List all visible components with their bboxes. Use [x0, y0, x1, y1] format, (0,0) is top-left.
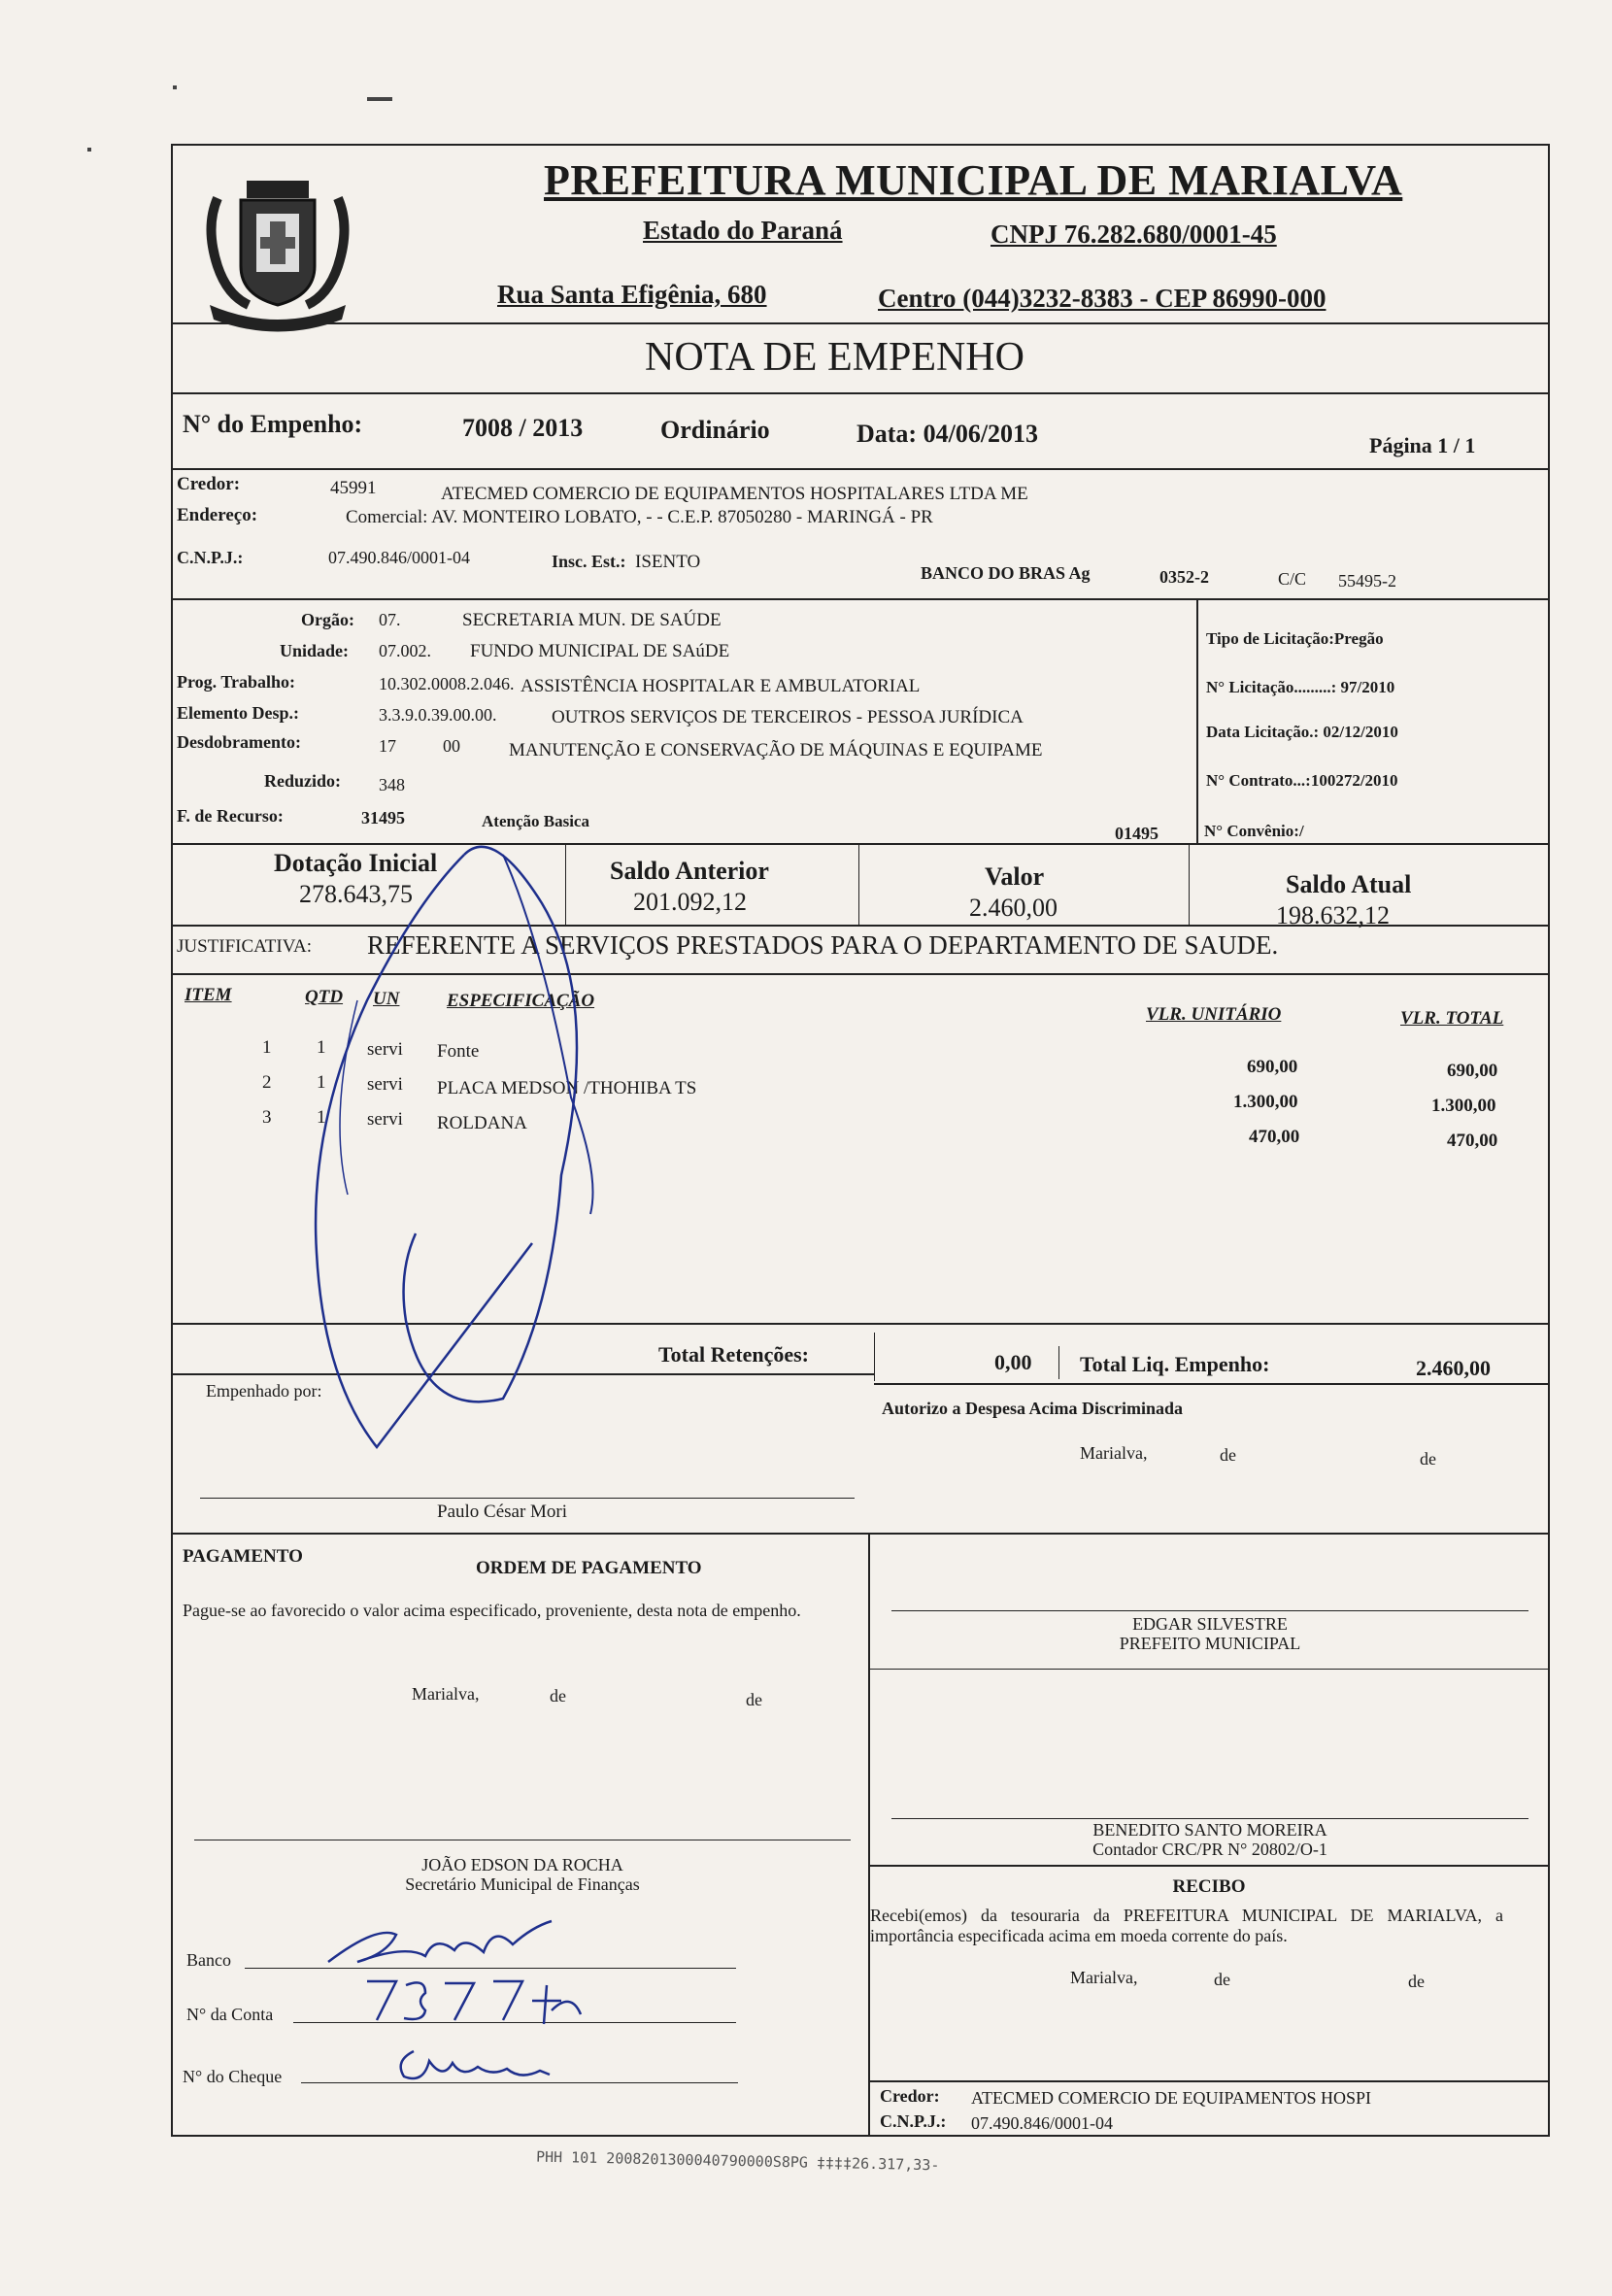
col-valor-total: VLR. TOTAL	[1400, 1008, 1504, 1029]
banco-label: Banco	[186, 1950, 231, 1970]
endereco-label: Endereço:	[177, 505, 258, 525]
pagamento-texto: Pague-se ao favorecido o valor acima especificado, proveniente, desta nota de empenho.	[183, 1601, 801, 1620]
item-especificacao: Fonte	[437, 1041, 480, 1062]
orgao-value: SECRETARIA MUN. DE SAÚDE	[462, 610, 722, 630]
valor-label: Valor	[985, 862, 1045, 891]
recibo-credor: ATECMED COMERCIO DE EQUIPAMENTOS HOSPI	[971, 2088, 1372, 2108]
pagamento-label: PAGAMENTO	[183, 1546, 303, 1567]
desdobramento-code: 17	[379, 736, 396, 756]
recibo-cnpj-label: C.N.P.J.:	[880, 2111, 947, 2131]
empenhado-por-label: Empenhado por:	[206, 1381, 322, 1401]
nota-de-empenho-form	[171, 144, 1550, 2137]
item-valor-unitario: 1.300,00	[1233, 1092, 1298, 1112]
recibo-cnpj: 07.490.846/0001-04	[971, 2113, 1113, 2133]
prefeito-nome: EDGAR SILVESTRE	[1132, 1614, 1288, 1634]
cc-label: C/C	[1278, 569, 1307, 589]
unidade-code: 07.002.	[379, 641, 431, 660]
unidade-value: FUNDO MUNICIPAL DE SAúDE	[470, 641, 730, 661]
banco-label: BANCO DO BRAS Ag	[921, 563, 1091, 583]
agencia-value: 0352-2	[1159, 567, 1209, 587]
autorizo-de-1: de	[1220, 1445, 1236, 1465]
item-qtd: 1	[317, 1037, 326, 1058]
recibo-de-2: de	[1408, 1972, 1425, 1991]
numero-licitacao: N° Licitação.........: 97/2010	[1206, 678, 1395, 696]
recibo-credor-label: Credor:	[880, 2086, 940, 2106]
credor-name: ATECMED COMERCIO DE EQUIPAMENTOS HOSPITALARES LTDA ME	[441, 484, 1028, 504]
recibo-label: RECIBO	[1172, 1876, 1246, 1897]
endereco-value: Comercial: AV. MONTEIRO LOBATO, - - C.E.P. 87050280 - MARINGÁ - PR	[346, 507, 933, 527]
cnpj-header: CNPJ 76.282.680/0001-45	[991, 219, 1277, 249]
desdobramento-value: MANUTENÇÃO E CONSERVAÇÃO DE MÁQUINAS E EQUIPAME	[509, 740, 1043, 760]
credor-cnpj: 07.490.846/0001-04	[328, 548, 470, 567]
recurso-code: 31495	[361, 808, 405, 827]
estado-label: Estado do Paraná	[643, 216, 843, 245]
pagamento-local: Marialva,	[412, 1684, 480, 1704]
prefeito-cargo: PREFEITO MUNICIPAL	[1119, 1634, 1301, 1653]
pagamento-de-1: de	[550, 1686, 566, 1705]
orgao-label: Orgão:	[301, 610, 354, 629]
item-un: servi	[367, 1039, 403, 1060]
street-address: Rua Santa Efigênia, 680	[497, 280, 767, 309]
address-contact: Centro (044)3232-8383 - CEP 86990-000	[878, 284, 1327, 313]
saldo-atual-label: Saldo Atual	[1286, 870, 1412, 898]
numero-contrato: N° Contrato...:100272/2010	[1206, 771, 1398, 790]
scan-speck	[87, 148, 91, 152]
item-number: 2	[262, 1072, 272, 1093]
empenho-label: N° do Empenho:	[183, 410, 363, 438]
secretario-nome: JOÃO EDSON DA ROCHA	[421, 1855, 623, 1874]
reduzido-label: Reduzido:	[264, 771, 342, 791]
item-number: 3	[262, 1107, 272, 1128]
bank-auth-stamp: PHH 101 2008201300040790000S8PG ‡‡‡‡26.317,33-	[535, 2147, 940, 2175]
scan-speck	[173, 85, 177, 89]
conta-label: N° da Conta	[186, 2005, 274, 2024]
col-item: ITEM	[185, 985, 232, 1005]
ordem-pagamento: ORDEM DE PAGAMENTO	[476, 1558, 702, 1578]
rubric-signature	[173, 146, 1548, 2135]
contador-nome: BENEDITO SANTO MOREIRA	[1092, 1820, 1327, 1840]
page-indicator: Página 1 / 1	[1369, 433, 1476, 457]
data-licitacao: Data Licitação.: 02/12/2010	[1206, 723, 1398, 741]
banco-handwriting	[319, 1915, 571, 1974]
justificativa-text: REFERENTE A SERVIÇOS PRESTADOS PARA O DEPARTAMENTO DE SAUDE.	[367, 930, 1279, 960]
empenho-date: Data: 04/06/2013	[856, 420, 1039, 448]
elemento-label: Elemento Desp.:	[177, 703, 299, 723]
item-valor-unitario: 690,00	[1247, 1057, 1298, 1077]
item-valor-total: 1.300,00	[1431, 1096, 1496, 1116]
item-un: servi	[367, 1109, 403, 1130]
item-valor-unitario: 470,00	[1249, 1127, 1300, 1147]
numero-convenio: N° Convênio:/	[1204, 822, 1304, 840]
total-liquido-value: 2.460,00	[1416, 1356, 1491, 1380]
credor-label: Credor:	[177, 474, 241, 494]
insc-value: ISENTO	[635, 552, 701, 572]
document-title: NOTA DE EMPENHO	[645, 335, 1024, 380]
insc-label: Insc. Est.:	[552, 552, 626, 571]
empenho-type: Ordinário	[660, 416, 770, 444]
item-especificacao: ROLDANA	[437, 1113, 527, 1133]
recibo-texto: Recebi(emos) da tesouraria da PREFEITURA MUNICIPAL DE MARIALVA, a importância especificada acima em moeda corrente do país.	[870, 1906, 1503, 1945]
secretario-cargo: Secretário Municipal de Finanças	[405, 1874, 640, 1894]
reduzido-value: 348	[379, 775, 405, 794]
justificativa-label: JUSTIFICATIVA:	[177, 936, 313, 957]
item-qtd: 1	[317, 1072, 326, 1093]
cheque-handwriting	[385, 2042, 579, 2090]
empenhado-nome: Paulo César Mori	[437, 1502, 568, 1522]
elemento-value: OUTROS SERVIÇOS DE TERCEIROS - PESSOA JURÍDICA	[552, 707, 1024, 727]
elemento-code: 3.3.9.0.39.00.00.	[379, 705, 497, 725]
col-qtd: QTD	[305, 987, 344, 1007]
cheque-label: N° do Cheque	[183, 2067, 283, 2086]
total-retencoes-label: Total Retenções:	[658, 1342, 809, 1367]
prog-value: ASSISTÊNCIA HOSPITALAR E AMBULATORIAL	[521, 676, 921, 696]
item-valor-total: 470,00	[1447, 1131, 1498, 1151]
recibo-de-1: de	[1214, 1970, 1230, 1989]
prog-code: 10.302.0008.2.046.	[379, 674, 515, 693]
item-valor-total: 690,00	[1447, 1061, 1498, 1081]
cc-value: 55495-2	[1338, 571, 1396, 591]
recurso-label: F. de Recurso:	[177, 806, 284, 826]
pagamento-de-2: de	[746, 1690, 762, 1709]
prog-label: Prog. Trabalho:	[177, 672, 296, 692]
item-especificacao: PLACA MEDSON /THOHIBA TS	[437, 1078, 697, 1098]
recurso-value: Atenção Basica	[482, 812, 589, 830]
item-number: 1	[262, 1037, 272, 1058]
empenho-number: 7008 / 2013	[462, 414, 584, 442]
total-retencoes-value: 0,00	[994, 1350, 1032, 1374]
scan-speck	[367, 97, 392, 101]
item-qtd: 1	[317, 1107, 326, 1128]
unidade-label: Unidade:	[280, 641, 350, 660]
autorizo-local: Marialva,	[1080, 1443, 1148, 1463]
autorizo-de-2: de	[1420, 1449, 1436, 1469]
col-especificacao: ESPECIFICAÇÃO	[447, 991, 595, 1011]
col-un: UN	[373, 989, 400, 1009]
saldo-anterior-label: Saldo Anterior	[610, 857, 769, 885]
item-un: servi	[367, 1074, 403, 1095]
saldo-anterior-value: 201.092,12	[633, 888, 747, 916]
tipo-licitacao: Tipo de Licitação:Pregão	[1206, 629, 1384, 648]
col-valor-unitario: VLR. UNITÁRIO	[1146, 1004, 1282, 1025]
recibo-local: Marialva,	[1070, 1968, 1138, 1987]
prefeitura-title: PREFEITURA MUNICIPAL DE MARIALVA	[544, 156, 1403, 204]
valor-value: 2.460,00	[969, 894, 1058, 922]
saldo-atual-value: 198.632,12	[1276, 901, 1390, 929]
total-liquido-label: Total Liq. Empenho:	[1080, 1352, 1270, 1376]
desdobramento-sub: 00	[443, 736, 460, 756]
orgao-code: 07.	[379, 610, 401, 629]
recurso-ref: 01495	[1115, 824, 1159, 843]
conta-handwriting	[357, 1972, 590, 2030]
desdobramento-label: Desdobramento:	[177, 732, 301, 752]
autorizo-despesa: Autorizo a Despesa Acima Discriminada	[882, 1399, 1183, 1418]
contador-cargo: Contador CRC/PR N° 20802/O-1	[1092, 1840, 1327, 1859]
credor-code: 45991	[330, 478, 377, 498]
dotacao-inicial-value: 278.643,75	[299, 880, 413, 908]
dotacao-inicial-label: Dotação Inicial	[274, 849, 438, 877]
credor-cnpj-label: C.N.P.J.:	[177, 548, 244, 567]
